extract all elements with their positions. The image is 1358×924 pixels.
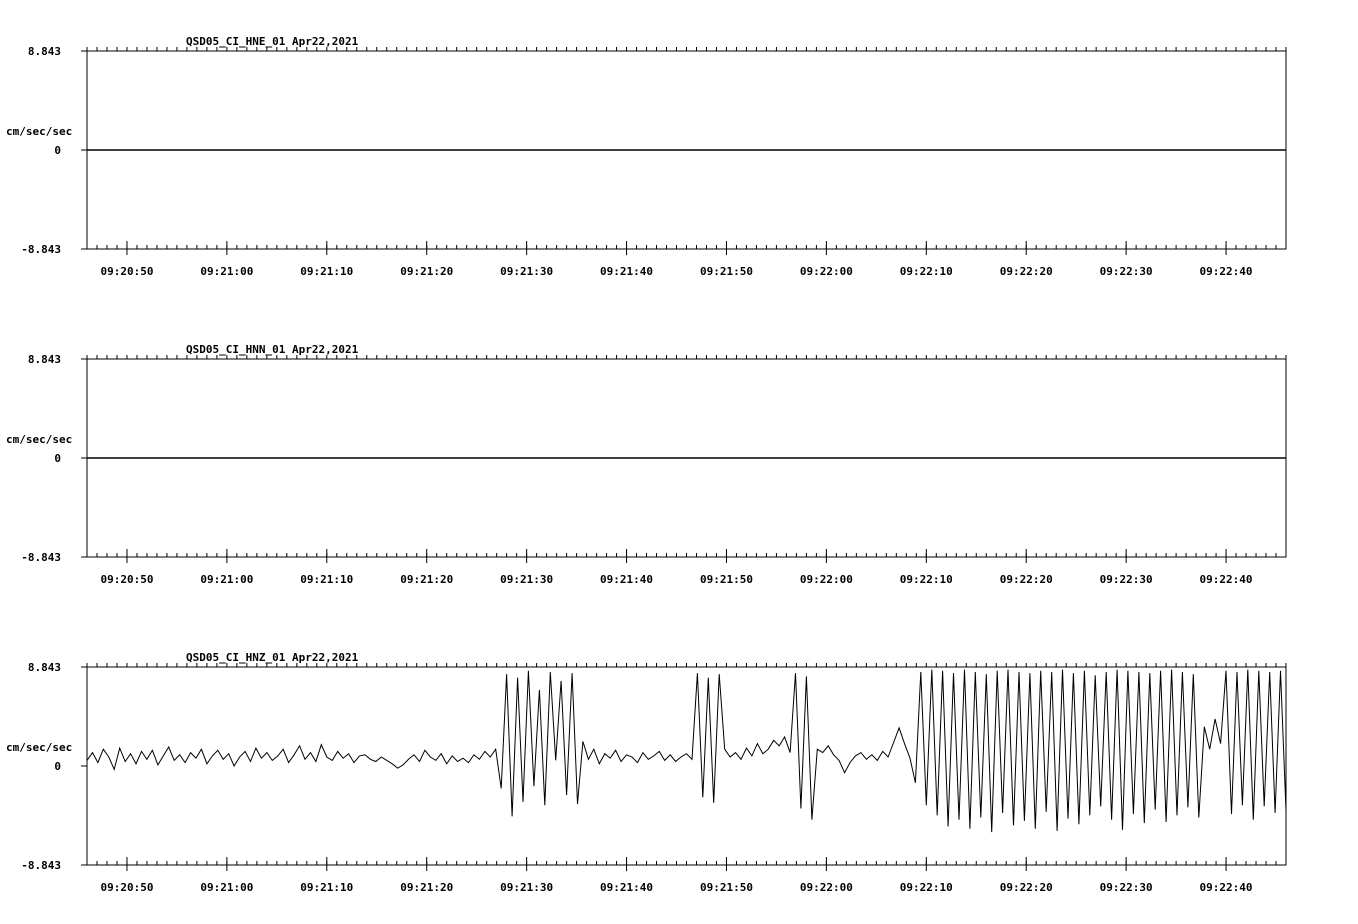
panel-1-xtick-label: 09:21:20 bbox=[400, 265, 454, 278]
panel-2-xtick-label: 09:21:10 bbox=[300, 573, 354, 586]
panel-1-xtick-label: 09:22:20 bbox=[999, 265, 1053, 278]
panel-3-ytick-label: 8.843 bbox=[27, 661, 61, 674]
panel-3-xtick-label: 09:21:50 bbox=[699, 881, 753, 894]
panel-3-xtick-label: 09:21:00 bbox=[200, 881, 254, 894]
panel-1-ytick-label: 0 bbox=[54, 144, 61, 157]
panel-2-xtick-label: 09:22:20 bbox=[999, 573, 1053, 586]
panel-1-title: QSD05_CI_HNE_01 Apr22,2021 bbox=[186, 35, 359, 48]
panel-1-xtick-label: 09:21:50 bbox=[699, 265, 753, 278]
panel-3-xtick-label: 09:22:40 bbox=[1199, 881, 1253, 894]
panel-3-ytick-label: -8.843 bbox=[21, 859, 61, 872]
panel-1-xtick-label: 09:22:00 bbox=[799, 265, 853, 278]
panel-3-xtick-label: 09:21:20 bbox=[400, 881, 454, 894]
panel-3-xtick-label: 09:22:20 bbox=[999, 881, 1053, 894]
panel-2-xtick-label: 09:21:00 bbox=[200, 573, 254, 586]
panel-3-xtick-label: 09:22:10 bbox=[899, 881, 953, 894]
panel-1-xtick-label: 09:22:30 bbox=[1099, 265, 1153, 278]
panel-3-title: QSD05_CI_HNZ_01 Apr22,2021 bbox=[186, 651, 359, 664]
panel-2-title: QSD05_CI_HNN_01 Apr22,2021 bbox=[186, 343, 359, 356]
panel-2-xtick-label: 09:21:30 bbox=[500, 573, 554, 586]
panel-3-plot-frame bbox=[87, 667, 1286, 865]
panel-3-ylabel: cm/sec/sec bbox=[6, 741, 73, 754]
panel-2-xtick-label: 09:21:40 bbox=[600, 573, 654, 586]
panel-3-xtick-label: 09:22:00 bbox=[799, 881, 853, 894]
panel-3-xtick-label: 09:21:30 bbox=[500, 881, 554, 894]
panel-2-xtick-label: 09:21:20 bbox=[400, 573, 454, 586]
panel-2-ytick-label: 0 bbox=[54, 452, 61, 465]
panel-2-xtick-label: 09:22:00 bbox=[799, 573, 853, 586]
panel-1-xtick-label: 09:21:00 bbox=[200, 265, 254, 278]
panel-1-xtick-label: 09:22:10 bbox=[899, 265, 953, 278]
panel-3-ytick-label: 0 bbox=[54, 760, 61, 773]
panel-1-ytick-label: 8.843 bbox=[27, 45, 61, 58]
panel-2-ytick-label: -8.843 bbox=[21, 551, 61, 564]
panel-1-xtick-label: 09:21:10 bbox=[300, 265, 354, 278]
panel-1-ylabel: cm/sec/sec bbox=[6, 125, 73, 138]
panel-3-xtick-label: 09:20:50 bbox=[100, 881, 154, 894]
panel-3-xtick-label: 09:21:40 bbox=[600, 881, 654, 894]
panel-3-series-1-line bbox=[87, 670, 1286, 832]
panel-3-xtick-label: 09:21:10 bbox=[300, 881, 354, 894]
panel-2-xtick-label: 09:22:10 bbox=[899, 573, 953, 586]
panel-1-xtick-label: 09:20:50 bbox=[100, 265, 154, 278]
panel-1-xtick-label: 09:21:40 bbox=[600, 265, 654, 278]
panel-2-xtick-label: 09:20:50 bbox=[100, 573, 154, 586]
panel-2-xtick-label: 09:22:40 bbox=[1199, 573, 1253, 586]
panel-2-xtick-label: 09:22:30 bbox=[1099, 573, 1153, 586]
panel-2-ylabel: cm/sec/sec bbox=[6, 433, 73, 446]
panel-3-xtick-label: 09:22:30 bbox=[1099, 881, 1153, 894]
panel-2-xtick-label: 09:21:50 bbox=[699, 573, 753, 586]
panel-1-ytick-label: -8.843 bbox=[21, 243, 61, 256]
panel-1-xtick-label: 09:21:30 bbox=[500, 265, 554, 278]
panel-2-ytick-label: 8.843 bbox=[27, 353, 61, 366]
panel-1-xtick-label: 09:22:40 bbox=[1199, 265, 1253, 278]
